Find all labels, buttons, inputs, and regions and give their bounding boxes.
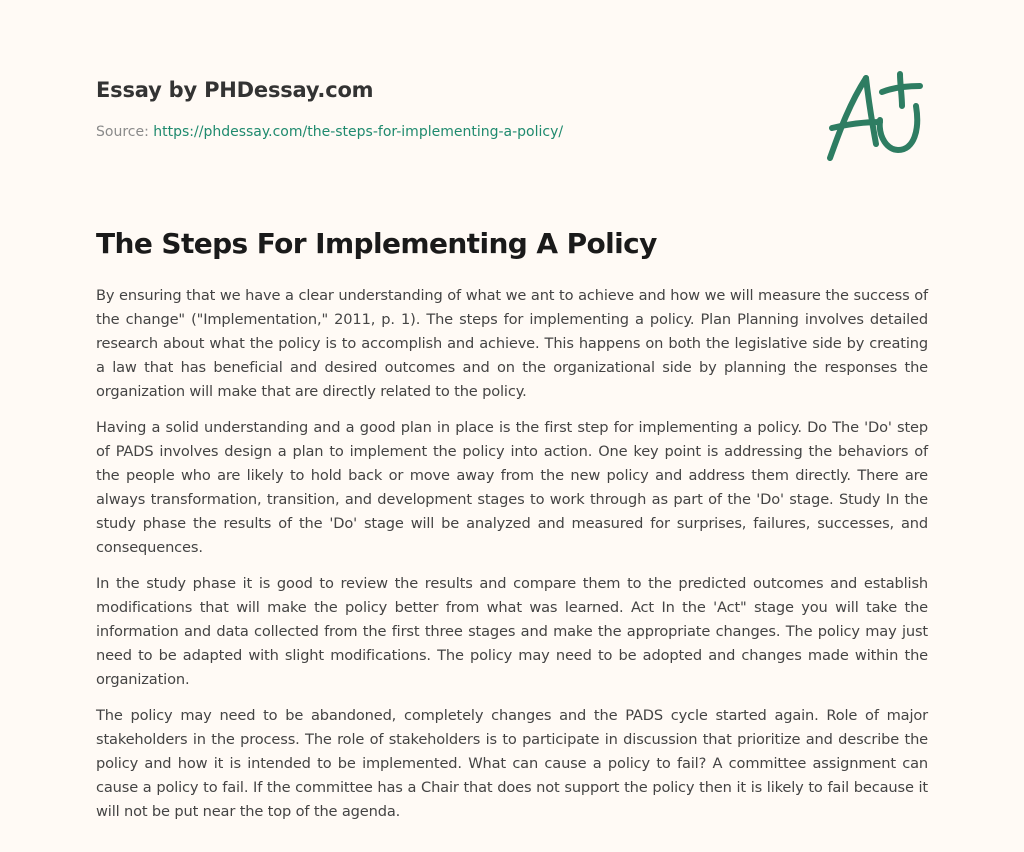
essay-paragraph: The policy may need to be abandoned, completely changes and the PADS cycle started again. Role of major stakeholders in the process. The role of stakeholders is to participate in discussion that prioritize and describe the policy and how it is intended to be implemented. What can cause a policy to fail? A committee assignment can cause a policy to fail. If the committee has a Chair that does not support the policy then it is likely to fail because it will not be put near the top of the agenda. — [96, 707, 928, 820]
site-title: Essay by PHDessay.com — [96, 78, 374, 102]
essay-body — [96, 284, 928, 836]
essay-paragraph: By ensuring that we have a clear understanding of what we ant to achieve and how we will measure the success of the change" ("Implementation," 2011, p. 1). The steps for implementing a policy. Plan Planning involves detailed research about what the policy is to accomplish and achieve. This happens on both the legislative side by creating a law that has beneficial and desired outcomes and on the organizational side by planning the responses the organization will make that are directly related to the policy. — [96, 287, 928, 400]
essay-title: The Steps For Implementing A Policy — [96, 227, 657, 260]
source-link[interactable]: https://phdessay.com/the-steps-for-implementing-a-policy/ — [153, 124, 564, 140]
essay-paragraph: Having a solid understanding and a good plan in place is the first step for implementing a policy. Do The 'Do' step of PADS involves design a plan to implement the policy into action. One key point is addressing the behaviors of the people who are likely to hold back or move away from the new policy and address them directly. There are always transformation, transition, and development stages to work through as part of the 'Do' stage. Study In the study phase the results of the 'Do' stage will be analyzed and measured for surprises, failures, successes, and consequences. — [96, 419, 928, 556]
essay-paragraph: In the study phase it is good to review the results and compare them to the predicted outcomes and establish modifications that will make the policy better from what was learned. Act In the 'Act" stage you will take the information and data collected from the first three stages and make the appropriate changes. The policy may just need to be adapted with slight modifications. The policy may need to be adopted and changes made within the organization. — [96, 575, 928, 688]
source-label: Source: — [96, 124, 149, 140]
a-plus-grade-icon — [822, 66, 926, 164]
source-line — [96, 122, 796, 142]
page-header — [96, 76, 796, 142]
